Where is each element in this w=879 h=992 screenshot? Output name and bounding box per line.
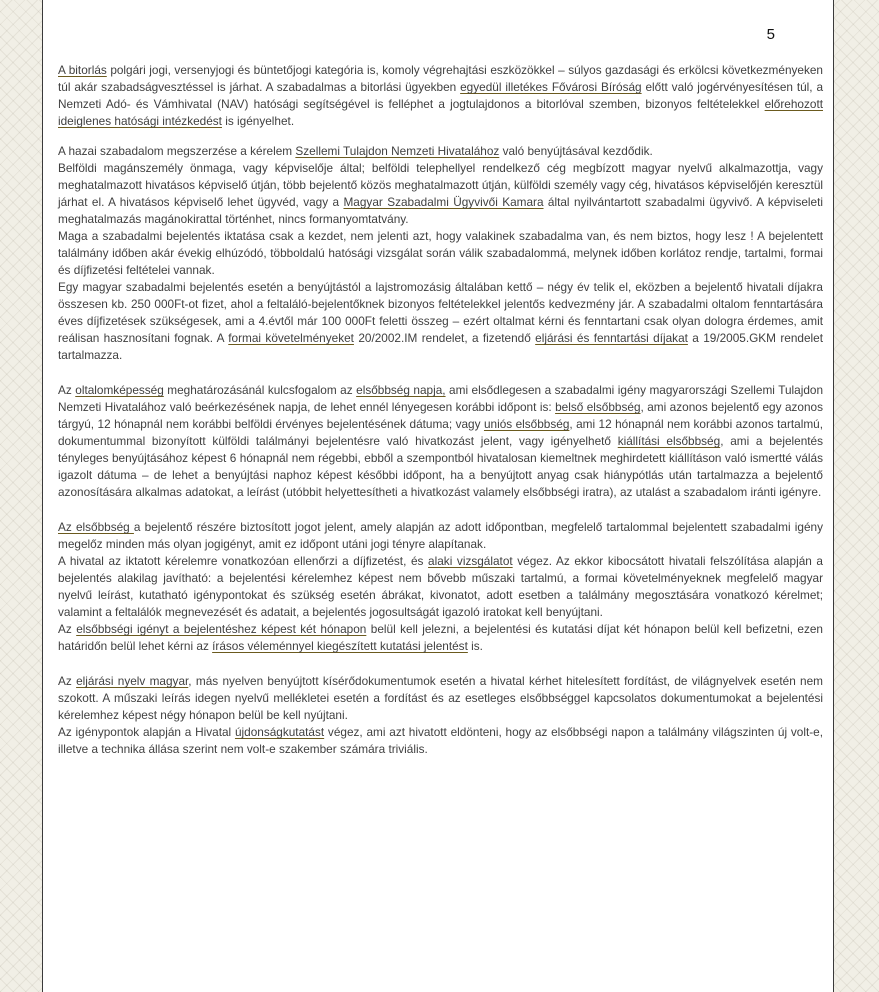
paragraph xyxy=(58,621,823,655)
text-run: , ami 12 hónapnál nem korábbi azonos tartalmú, dokumentummal bizonyított külföldi találmányi bejelentésre való hivatkozást jelent, vagy igényelhető xyxy=(58,417,824,448)
paragraph xyxy=(58,519,823,553)
underlined-term: újdonságkutatást xyxy=(234,725,325,739)
text-run: A hivatal az iktatott kérelemre vonatkozóan ellenőrzi a díjfizetést, és xyxy=(58,554,429,568)
underlined-term: kiállítási elsőbbség xyxy=(617,434,721,448)
underlined-term: írásos véleménnyel kiegészített kutatási jelentést xyxy=(212,639,468,653)
text-run: , más nyelven benyújtott kísérődokumentumok esetén a hivatal kérhet hitelesített fordítást, de világnyelvek esetén nem szokott. A műszaki leírás idegen nyelvű mellékletei esetén a fordítást és az esetleges elsőbbséggel kapcsolatos dokumentumokat a bejelentési kérelemhez képest négy hónapon belül be kell nyújtani. xyxy=(58,674,824,722)
text-run: polgári jogi, versenyjogi és büntetőjogi kategória is, komoly végrehajtási eszközökkel – súlyos gazdasági és erkölcsi következményeken túl akár szabadságvesztéssel is járhat. A szabadalmas a bitorlási ügyekben xyxy=(58,63,823,94)
text-run: végez. Az ekkor kibocsátott hivatali felszólítása alapján a bejelentés alakilag javítható: a bejelentési kérelemhez képest nem bővebb műszaki tartalmú, a formai követelményeknek megfelelő magyar nyelvű leírást, kutatható igénypontokat és szükség esetén ábrákat, kivonatot, adott esetben a találmány megosztására vonatkozó kérelmet; valamint a feltalálók megnevezését és adatait, a bejelentés jogosultságát igazoló iratokat kell benyújtani. xyxy=(58,554,823,619)
underlined-term: eljárási és fenntartási díjakat xyxy=(535,331,688,345)
text-run: , ami a bejelentés tényleges benyújtásához képest 6 hónapnál nem régebbi, ebből a szempontból hivatalosan kiemeltnek meghirdetett kiállításon való ismertté válás igazolt dátuma – de lehet a benyújtási naphoz képest későbbi időpont, ha a benyújtott anyag csak hiánypótlás után tartalmazza a bejelentő azonosítására alkalmas adatokat, a leírást (utóbbit helyettesítheti a hivatkozást valamely elsőbbségi iratra), az utalást a szabadalom iránti igényre. xyxy=(58,434,823,499)
underlined-term: Magyar Szabadalmi Ügyvivői Kamara xyxy=(343,195,544,209)
text-run: 20/2002.IM rendelet, a fizetendő xyxy=(353,331,536,345)
paragraph xyxy=(58,382,823,501)
paragraph xyxy=(58,228,823,279)
underlined-term: oltalomképesség xyxy=(75,383,164,397)
underlined-term: alaki vizsgálatot xyxy=(428,554,513,568)
underlined-term: előrehozott ideiglenes hatósági intézkedést xyxy=(58,97,823,128)
text-run: való benyújtásával kezdődik. xyxy=(499,144,653,158)
text-run: is. xyxy=(467,639,483,653)
text-run: Belföldi magánszemély önmaga, vagy képviselője által; belföldi telephellyel rendelkező cég megbízott magyar nyelvű alkalmazottja, vagy meghatalmazott hivatásos képviselő útján, több bejelentő közös meghatalmazott útján, külföldi személy vagy cég, hivatásos képviselőjén keresztül járhat el. A hivatásos képviselő lehet ügyvéd, vagy a xyxy=(58,161,823,209)
underlined-term: belső elsőbbség xyxy=(555,400,641,414)
text-run: Az igénypontok alapján a Hivatal xyxy=(58,725,235,739)
text-run: Az xyxy=(58,622,77,636)
document-body xyxy=(58,62,823,758)
paragraph xyxy=(58,279,823,364)
paragraph xyxy=(58,553,823,621)
text-run: a 19/2005.GKM rendelet tartalmazza. xyxy=(58,331,823,362)
text-run: Egy magyar szabadalmi bejelentés esetén a benyújtástól a lajstromozásig általában kettő – négy év telik el, eközben a bejelentő hivatali díjakra összesen kb. 250 000Ft-ot fizet, ahol a feltaláló-bejelentőknek bizonyos feltételekkel jelentős kedvezmény jár. A szabadalmi oltalom fenntartására éves díjfizetések szükségesek, ami a 4.évtől már 100 000Ft feletti összeg – ezért oltalmat kérni és fenntartani csak olyan dologra érdemes, amit reálisan hasznosítani fognak. A xyxy=(58,280,823,345)
text-run: A hazai szabadalom megszerzése a kérelem xyxy=(58,144,296,158)
text-run: belül kell jelezni, a bejelentési és kutatási díjat két hónapon belül kell befizetni, ezen határidőn belül lehet kérni az xyxy=(58,622,823,653)
paragraph xyxy=(58,62,823,130)
underlined-term: egyedül illetékes Fővárosi Bíróság xyxy=(460,80,642,94)
underlined-term: formai követelményeket xyxy=(228,331,354,345)
document-page xyxy=(42,0,834,992)
underlined-term: uniós elsőbbség xyxy=(483,417,570,431)
text-run: meghatározásánál kulcsfogalom az xyxy=(163,383,357,397)
underlined-term: A bitorlás xyxy=(58,63,107,77)
paragraph xyxy=(58,160,823,228)
text-run: előtt való jogérvényesítésen túl, a Nemzeti Adó- és Vámhivatal (NAV) hatósági segítségével is felléphet a jogtulajdonos a bitorlóval szemben, bizonyos feltételekkel xyxy=(58,80,824,111)
text-run: , ami azonos bejelentő egy azonos tárgyú, 12 hónapnál nem korábbi belföldi érvényes bejelentésének dátuma; vagy xyxy=(58,400,823,431)
underlined-term: Szellemi Tulajdon Nemzeti Hivatalához xyxy=(295,144,500,158)
paragraph xyxy=(58,143,823,160)
text-run: ami elsődlegesen a szabadalmi igény magyarországi Szellemi Tulajdon Nemzeti Hivatalához való beérkezésének napja, de lehet ennél lényegesen korábbi időpont is: xyxy=(58,383,824,414)
page-number: 5 xyxy=(766,26,775,43)
paragraph xyxy=(58,724,823,758)
underlined-term: elsőbbségi igényt a bejelentéshez képest két hónapon xyxy=(76,622,367,636)
paragraph xyxy=(58,673,823,724)
underlined-term: elsőbbség napja, xyxy=(356,383,446,397)
underlined-term: Az elsőbbség xyxy=(58,520,134,534)
text-run: Az xyxy=(58,383,76,397)
text-run: Maga a szabadalmi bejelentés iktatása csak a kezdet, nem jelenti azt, hogy valakinek szabadalma van, és nem biztos, hogy lesz ! A bejelentett találmány időben akár évekig elhúzódó, többoldalú hatósági vizsgálat során válik szabadalommá, melynek időben korlátoz rendje, tartalmi, formai és díjfizetési feltételei vannak. xyxy=(58,229,823,277)
text-run: is igényelhet. xyxy=(221,114,295,128)
text-run: által nyilvántartott szabadalmi ügyvivő. A képviseleti meghatalmazás magánokirattal történhet, nincs formanyomtatvány. xyxy=(58,195,823,226)
text-run: végez, ami azt hivatott eldönteni, hogy az elsőbbségi napon a találmány világszinten új volt-e, illetve a technika állása szerint nem volt-e szakember számára triviális. xyxy=(58,725,823,756)
text-run: Az xyxy=(58,674,77,688)
underlined-term: eljárási nyelv magyar xyxy=(76,674,189,688)
text-run: a bejelentő részére biztosított jogot jelent, amely alapján az adott időpontban, megfelelő tartalommal bejelentett szabadalmi igény megelőz minden más olyan jogigényt, amit ez időpont utáni jogi tényre alapítanak. xyxy=(58,520,823,551)
